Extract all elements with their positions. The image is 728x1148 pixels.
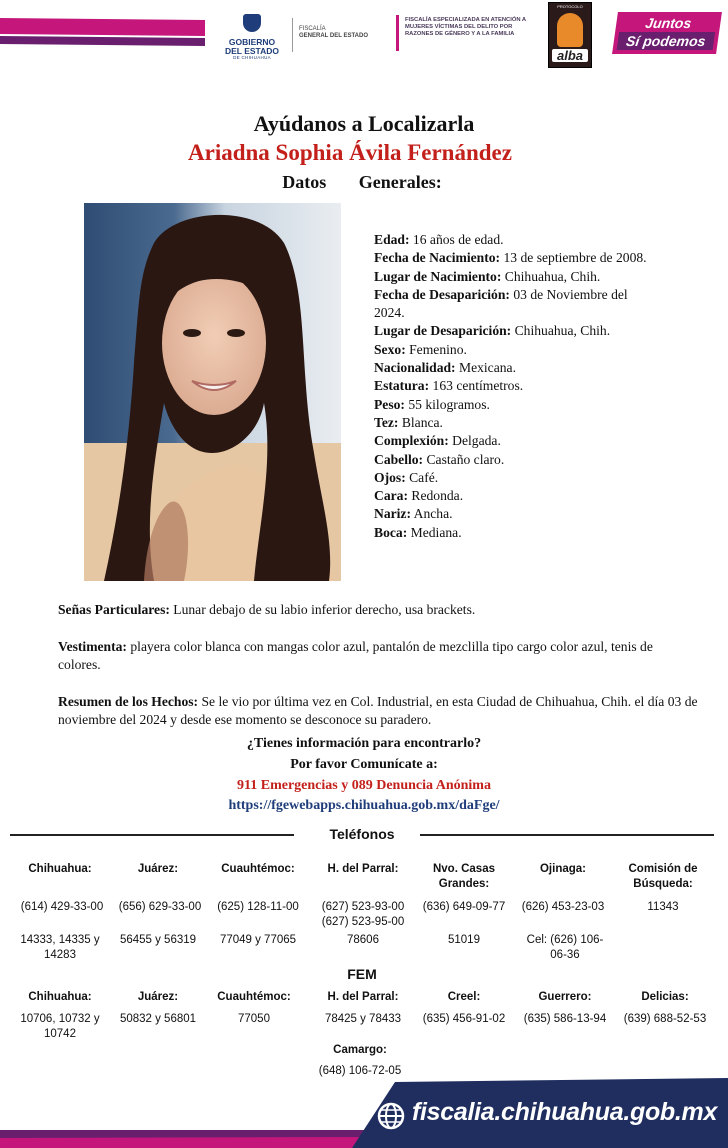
detail-item	[374, 451, 659, 469]
tel-phone-ojinaga: (626) 453-23-03	[521, 901, 605, 913]
contact-please: Por favor Comunícate a:	[290, 757, 438, 772]
detail-value: Castaño claro.	[423, 451, 505, 467]
detail-item	[374, 231, 659, 249]
detail-value: Mexicana.	[455, 360, 516, 376]
fem-header-cuauhtemoc: Cuauhtémoc:	[217, 991, 291, 1003]
tel-phone-comision: 11343	[647, 901, 679, 913]
contact-emergency: 911 Emergencias y 089 Denuncia Anónima	[237, 778, 491, 793]
detail-label: Estatura:	[374, 378, 430, 394]
vest-text: playera color blanca con mangas color azul, pantalón de mezclilla tipo cargo color azul, tenis de colores.	[58, 639, 653, 672]
detail-label: Lugar de Nacimiento:	[374, 268, 502, 284]
fem-header-juarez: Juárez:	[137, 991, 179, 1003]
datos-heading: Datos Generales:	[282, 172, 442, 192]
fem-logo-text: FISCALÍA ESPECIALIZADA EN ATENCIÓN A MUJERES VÍCTIMAS DEL DELITO POR RAZONES DE GÉNERO Y A LA FAMILIA	[405, 17, 526, 37]
telefonos-title: Teléfonos	[329, 826, 395, 842]
detail-item	[374, 469, 659, 487]
fem-value-camargo: (648) 106-72-05	[318, 1065, 402, 1077]
tel-ext-ojinaga: Cel: (626) 106-06-36	[526, 934, 604, 961]
tel-header-chihuahua: Chihuahua:	[28, 863, 92, 875]
fem-header-delicias: Delicias:	[641, 991, 689, 1003]
fem-value-guerrero: (635) 586-13-94	[523, 1013, 607, 1025]
person-photo	[84, 203, 341, 581]
tel-ext-casas-grandes: 51019	[448, 934, 480, 946]
juntos-line2: Sí podemos	[617, 32, 716, 50]
tel-ext-cuauhtemoc: 77049 y 77065	[219, 934, 297, 946]
detail-value: Café.	[405, 469, 439, 485]
detail-value: 163 centímetros.	[429, 378, 524, 394]
tel-phone-chihuahua: (614) 429-33-00	[20, 901, 104, 913]
tel-phone-parral: (627) 523-93-00 (627) 523-95-00	[321, 901, 405, 928]
header-divider	[292, 18, 293, 52]
vest-label: Vestimenta:	[58, 639, 127, 654]
detail-label: Tez:	[374, 414, 399, 430]
fem-value-parral: 78425 y 78433	[324, 1013, 402, 1025]
juntos-line1: Juntos	[644, 15, 693, 31]
resumen-hechos	[58, 693, 698, 729]
detail-item	[374, 377, 659, 395]
person-name: Ariadna Sophia Ávila Fernández	[188, 140, 512, 165]
detail-label: Ojos:	[374, 469, 406, 485]
gobierno-line2: DEL ESTADO	[225, 45, 279, 56]
contact-question: ¿Tienes información para encontrarlo?	[246, 736, 482, 751]
detail-item	[374, 249, 659, 267]
detail-item	[374, 524, 659, 542]
tel-header-ojinaga: Ojinaga:	[539, 863, 586, 875]
detail-value: Chihuahua, Chih.	[511, 323, 611, 339]
fem-value-delicias: (639) 688-52-53	[623, 1013, 707, 1025]
alba-logo	[548, 2, 592, 68]
detail-value: 03 de Noviembre del 2024.	[374, 286, 628, 321]
detail-item	[374, 359, 659, 377]
detail-label: Nariz:	[374, 506, 411, 522]
detail-label: Sexo:	[374, 341, 406, 357]
fem-value-chihuahua: 10706, 10732 y 10742	[20, 1013, 100, 1040]
detail-item	[374, 268, 659, 286]
detail-value: Ancha.	[411, 506, 453, 522]
contact-url-link[interactable]: https://fgewebapps.chihuahua.gob.mx/daFge/	[228, 798, 500, 813]
detail-value: 55 kilogramos.	[404, 396, 490, 412]
detail-value: 13 de septiembre de 2008.	[500, 250, 647, 266]
detail-value: 16 años de edad.	[409, 232, 504, 247]
detail-item	[374, 505, 659, 523]
fem-title: FEM	[347, 966, 377, 982]
detail-label: Nacionalidad:	[374, 360, 456, 376]
tel-phone-cuauhtemoc: (625) 128-11-00	[217, 901, 299, 913]
resumen-text: Se le vio por última vez en Col. Industrial, en esta Ciudad de Chihuahua, Chih. el día 03 de noviembre del 2024 y desde ese momento se desconoce su paradero.	[58, 694, 698, 727]
footer-url-link[interactable]: fiscalia.chihuahua.gob.mx	[412, 1098, 718, 1126]
fem-value-cuauhtemoc: 77050	[238, 1013, 270, 1025]
detail-item	[374, 286, 659, 323]
senas-label: Señas Particulares:	[58, 602, 170, 617]
detail-item	[374, 432, 659, 450]
general-data-list	[374, 231, 659, 542]
detail-value: Chihuahua, Chih.	[501, 268, 601, 284]
detail-item	[374, 341, 659, 359]
fem-header-creel: Creel:	[447, 991, 481, 1003]
fiscalia-logo-text	[299, 26, 368, 40]
detail-label: Fecha de Desaparición:	[374, 286, 510, 302]
detail-item	[374, 414, 659, 432]
fem-header-chihuahua: Chihuahua:	[28, 991, 92, 1003]
tel-header-parral: H. del Parral:	[327, 863, 399, 875]
detail-item	[374, 322, 659, 340]
alba-figure-icon	[557, 13, 583, 47]
globe-icon	[376, 1101, 406, 1131]
vestimenta	[58, 638, 698, 674]
fiscalia-line1: FISCALÍA	[299, 26, 326, 32]
juntos-logo	[612, 12, 722, 54]
detail-label: Cara:	[374, 488, 408, 504]
fem-header-camargo: Camargo:	[333, 1044, 387, 1056]
gobierno-line1: GOBIERNO	[228, 37, 276, 47]
resumen-label: Resumen de los Hechos:	[58, 694, 199, 709]
shield-icon	[243, 14, 261, 32]
tel-header-comision: Comisión de Búsqueda:	[628, 863, 698, 890]
senas-text: Lunar debajo de su labio inferior derecho, usa brackets.	[169, 602, 476, 617]
gobierno-logo	[216, 14, 288, 60]
detail-label: Boca:	[374, 524, 408, 540]
detail-label: Fecha de Nacimiento:	[374, 250, 501, 266]
fiscalia-line2: GENERAL DEL ESTADO	[299, 33, 369, 39]
detail-label: Lugar de Desaparición:	[374, 323, 512, 339]
detail-value: Delgada.	[448, 433, 501, 449]
tel-ext-parral: 78606	[347, 934, 379, 946]
fem-header-parral: H. del Parral:	[327, 991, 399, 1003]
detail-item	[374, 487, 659, 505]
senas-particulares	[58, 601, 698, 619]
tel-phone-casas-grandes: (636) 649-09-77	[422, 901, 506, 913]
tel-phone-juarez: (656) 629-33-00	[118, 901, 202, 913]
tel-ext-chihuahua: 14333, 14335 y 14283	[20, 934, 100, 961]
detail-value: Femenino.	[405, 341, 467, 357]
detail-value: Redonda.	[407, 488, 464, 504]
detail-label: Peso:	[374, 396, 405, 412]
fem-accent-bar	[396, 15, 399, 51]
help-title: Ayúdanos a Localizarla	[253, 111, 475, 136]
gobierno-line3: DE CHIHUAHUA	[233, 55, 271, 60]
fem-value-creel: (635) 456-91-02	[422, 1013, 506, 1025]
detail-label: Edad:	[374, 232, 410, 247]
tel-header-cuauhtemoc: Cuauhtémoc:	[221, 863, 295, 875]
tel-header-casas-grandes: Nvo. Casas Grandes:	[432, 863, 495, 890]
tel-ext-juarez: 56455 y 56319	[119, 934, 197, 946]
alba-word: alba	[552, 49, 588, 62]
detail-item	[374, 396, 659, 414]
detail-value: Blanca.	[398, 414, 443, 430]
detail-value: Mediana.	[407, 524, 462, 540]
tel-header-juarez: Juárez:	[137, 863, 179, 875]
alba-small-text: PROTOCOLO	[557, 4, 583, 9]
fem-header-guerrero: Guerrero:	[538, 991, 592, 1003]
detail-label: Complexión:	[374, 433, 449, 449]
detail-label: Cabello:	[374, 451, 424, 467]
fem-value-juarez: 50832 y 56801	[119, 1013, 197, 1025]
header-stripe	[0, 14, 205, 54]
